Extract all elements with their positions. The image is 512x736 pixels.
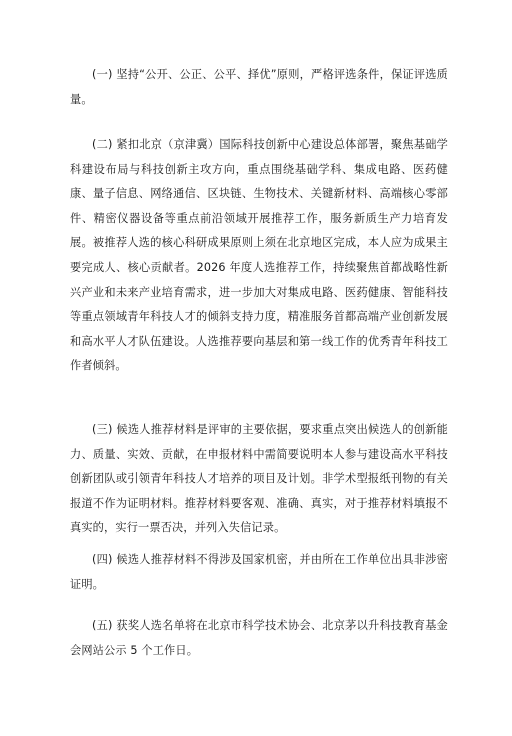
- paragraph-principle-4: (四) 候选人推荐材料不得涉及国家机密，并由所在工作单位出具非涉密证明。: [70, 553, 448, 591]
- paragraph-principle-2: (二) 紧扣北京（京津冀）国际科技创新中心建设总体部署，聚焦基础学科建设布局与科技创新主攻方向，重点围绕基础学科、集成电路、医药健康、量子信息、网络通信、区块链、生物技术、关键新材料、高端核心零部件、精密仪器设备等重点前沿领域开展推荐工作，服务新质生产力培育发展。被推荐人选的核心科研成果原则上须在北京地区完成，本人应为成果主要完成人、核心贡献者。2026 年度人选推荐工作，持续聚焦首都战略性新兴产业和未来产业培育需求，进一步加大对集成电路、医药健康、智能科技等重点领域青年科技人才的倾斜支持力度，精准服务首都高端产业创新发展和高水平人才队伍建设。人选推荐要向基层和第一线工作的优秀青年科技工作者倾斜。: [70, 138, 448, 373]
- paragraph-principle-5: (五) 获奖人选名单将在北京市科学技术协会、北京茅以升科技教育基金会网站公示 5 个工作日。: [70, 619, 448, 657]
- paragraph-principle-3: (三) 候选人推荐材料是评审的主要依据，要求重点突出候选人的创新能力、质量、实效、贡献，在申报材料中需简要说明本人参与建设高水平科技创新团队或引领青年科技人才培养的项目及计划。非学术型报纸刊物的有关报道不作为证明材料。推荐材料要客观、准确、真实，对于推荐材料填报不真实的，实行一票否决，并列入失信记录。: [70, 423, 448, 535]
- paragraph-principle-1: (一) 坚持“公开、公正、公平、择优”原则，严格评选条件，保证评选质量。: [70, 68, 448, 106]
